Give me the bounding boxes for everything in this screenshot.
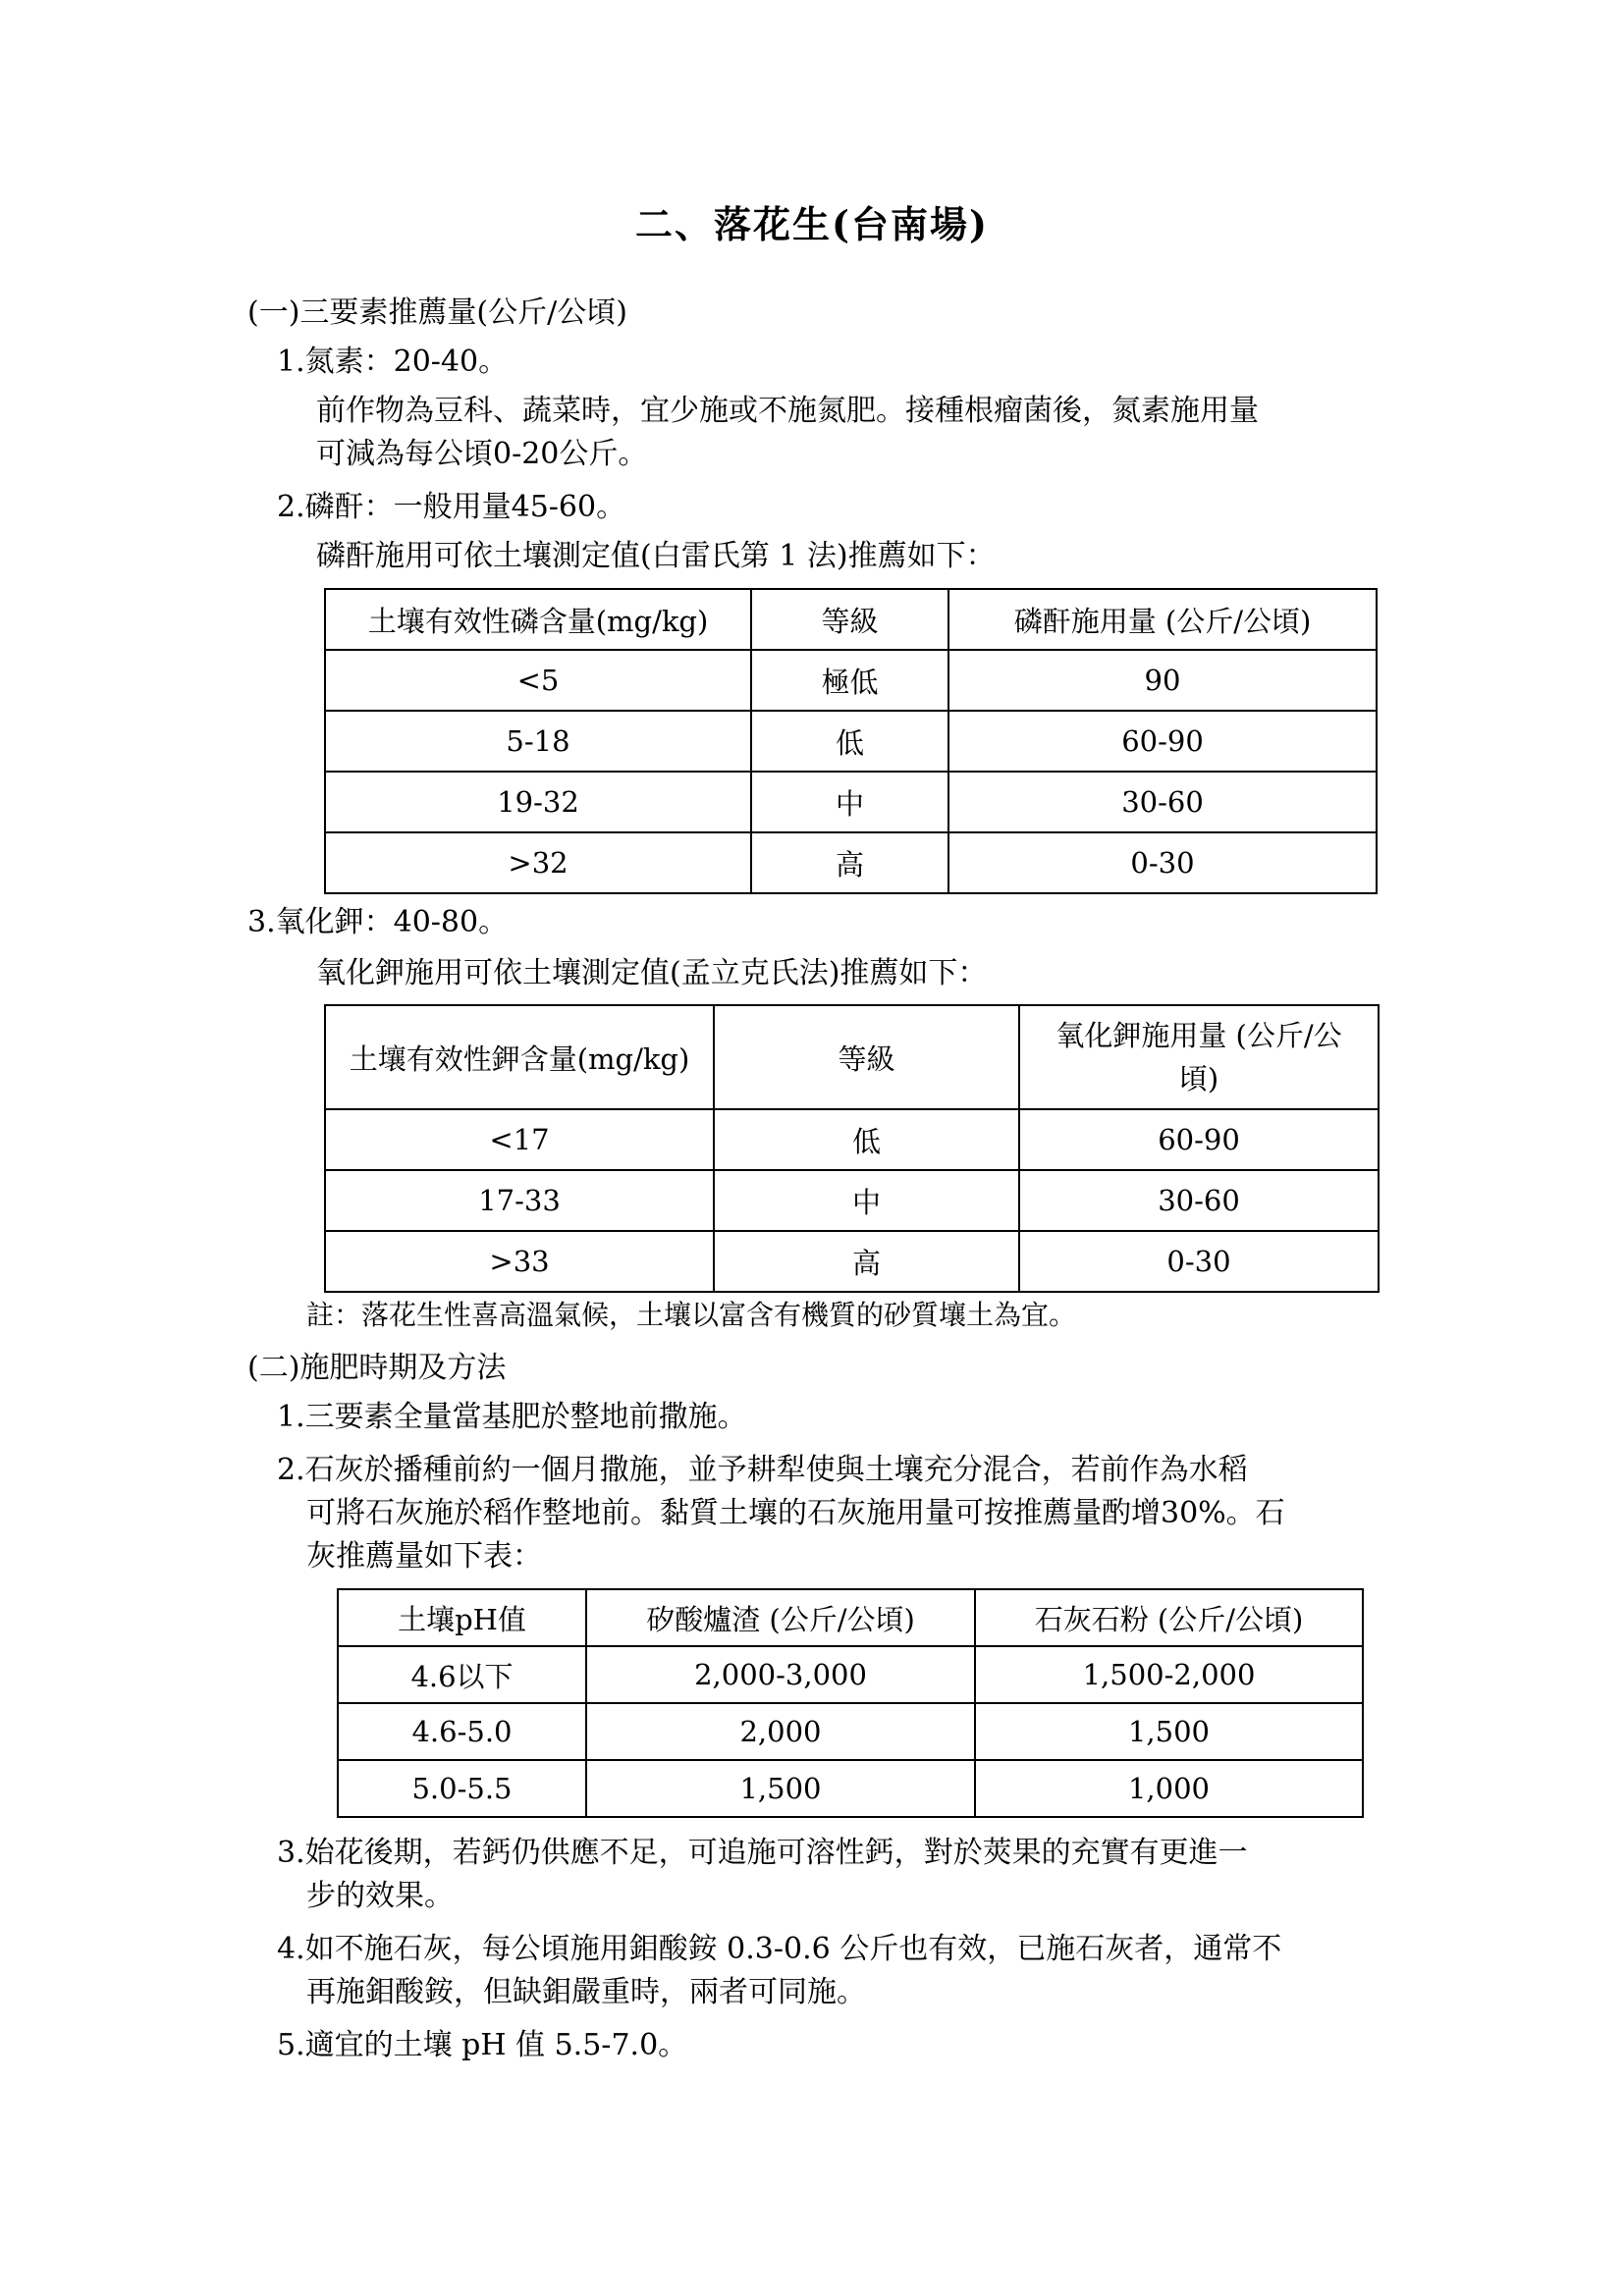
potassium-item: 3.氧化鉀：40-80。 [247,905,509,939]
table-cell: 90 [948,650,1377,711]
table-header-cell: 土壤pH值 [338,1589,586,1646]
table-row [338,1703,1363,1760]
table-cell: 1,500-2,000 [975,1646,1363,1703]
table-cell: 17-33 [325,1170,714,1231]
table-cell: 30-60 [1019,1170,1379,1231]
section1-heading: (一)三要素推薦量(公斤/公頃) [247,295,627,330]
table-cell: >33 [325,1231,714,1292]
table-cell: 低 [751,711,948,772]
method-item-4-line-2: 再施鉬酸銨，但缺鉬嚴重時，兩者可同施。 [306,1975,866,2009]
table-header-cell: 矽酸爐渣 (公斤/公頃) [586,1589,975,1646]
table-cell: 極低 [751,650,948,711]
table-cell: <17 [325,1109,714,1170]
page-title: 二、落花生(台南場) [635,202,989,246]
table-cell: 60-90 [1019,1109,1379,1170]
table-cell: 高 [714,1231,1019,1292]
table-row [338,1760,1363,1817]
table-cell: 高 [751,832,948,893]
table-header-row [325,589,1377,650]
table-row [338,1646,1363,1703]
table-cell: 低 [714,1109,1019,1170]
table-header-row [338,1589,1363,1646]
table-cell: 中 [751,772,948,832]
table-cell: 30-60 [948,772,1377,832]
table-row [325,832,1377,893]
table-cell: 4.6-5.0 [338,1703,586,1760]
table-row [325,1170,1379,1231]
table-cell: 1,500 [975,1703,1363,1760]
table-header-text: 頃) [1178,1062,1219,1095]
table-row [325,1109,1379,1170]
method-item-3-line-2: 步的效果。 [306,1879,454,1913]
table-header-cell: 等級 [714,1005,1019,1109]
nitrogen-note-line-1: 前作物為豆科、蔬菜時，宜少施或不施氮肥。接種根瘤菌後，氮素施用量 [316,394,1259,428]
table-header-cell: 等級 [751,589,948,650]
method-item-2-line-3: 灰推薦量如下表： [306,1539,542,1574]
table-header-cell: 磷酐施用量 (公斤/公頃) [948,589,1377,650]
table-row [325,711,1377,772]
table-row [325,1231,1379,1292]
section2-heading: (二)施肥時期及方法 [247,1351,507,1385]
table-header-cell: 石灰石粉 (公斤/公頃) [975,1589,1363,1646]
table-row [325,772,1377,832]
table-header-cell: 土壤有效性磷含量(mg/kg) [325,589,751,650]
table-cell: 2,000-3,000 [586,1646,975,1703]
table-cell: 4.6以下 [338,1646,586,1703]
method-item-2-line-2: 可將石灰施於稻作整地前。黏質土壤的石灰施用量可按推薦量酌增30%。石 [306,1496,1285,1530]
table-header-cell: 土壤有效性鉀含量(mg/kg) [325,1005,714,1109]
table-cell: 1,500 [586,1760,975,1817]
phosphate-table [324,588,1378,894]
phosphate-item: 2.磷酐：一般用量45-60。 [277,490,626,524]
table-header-text: 氧化鉀施用量 (公斤/公 [1056,1019,1342,1052]
method-item-2-line-1: 2.石灰於播種前約一個月撒施，並予耕犁使與土壤充分混合，若前作為水稻 [277,1453,1248,1487]
table-cell: 5.0-5.5 [338,1760,586,1817]
potassium-table [324,1004,1380,1293]
lime-table [337,1588,1364,1818]
table-cell: 5-18 [325,711,751,772]
table-header-row [325,1005,1379,1109]
table-cell: 中 [714,1170,1019,1231]
nitrogen-note-line-2: 可減為每公頃0-20公斤。 [316,437,648,471]
phosphate-intro: 磷酐施用可依土壤測定值(白雷氏第 1 法)推薦如下： [316,539,996,573]
method-item-4-line-1: 4.如不施石灰，每公頃施用鉬酸銨 0.3-0.6 公斤也有效，已施石灰者，通常不 [277,1932,1282,1966]
table-cell: 0-30 [948,832,1377,893]
table-cell: 1,000 [975,1760,1363,1817]
table-cell: <5 [325,650,751,711]
table-cell: 60-90 [948,711,1377,772]
nitrogen-item: 1.氮素：20-40。 [277,345,509,379]
method-item-3-line-1: 3.始花後期，若鈣仍供應不足，可追施可溶性鈣，對於莢果的充實有更進一 [277,1836,1248,1870]
table-cell: >32 [325,832,751,893]
method-item-1: 1.三要素全量當基肥於整地前撒施。 [277,1400,747,1434]
method-item-5: 5.適宜的土壤 pH 值 5.5-7.0。 [277,2028,688,2062]
soil-note: 註：落花生性喜高溫氣候，土壤以富含有機質的砂質壤土為宜。 [306,1299,1077,1331]
table-cell: 19-32 [325,772,751,832]
table-row [325,650,1377,711]
potassium-intro: 氧化鉀施用可依土壤測定值(孟立克氏法)推薦如下： [316,956,988,990]
table-header-cell [1019,1005,1379,1109]
table-cell: 0-30 [1019,1231,1379,1292]
table-cell: 2,000 [586,1703,975,1760]
